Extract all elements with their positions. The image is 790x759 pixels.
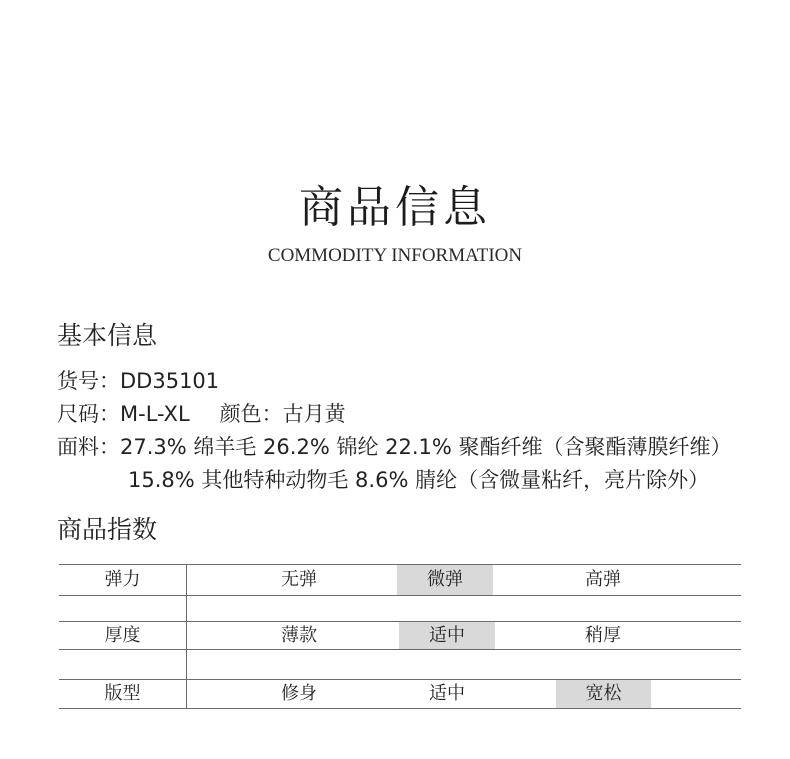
- size-color-line: [57, 399, 346, 429]
- option-thickness-thick: 稍厚: [585, 625, 621, 646]
- option-elasticity-none: 无弹: [281, 569, 317, 590]
- basic-info-heading: 基本信息: [57, 321, 158, 350]
- option-thickness-thin: 薄款: [281, 625, 317, 646]
- item-number-line: [57, 366, 219, 396]
- option-fit-slim: 修身: [281, 683, 317, 704]
- fabric-label: 面料：: [57, 435, 120, 459]
- color-value: 古月黄: [282, 402, 346, 426]
- row-label-thickness: 厚度: [104, 625, 141, 646]
- row-label-fit: 版型: [104, 683, 141, 704]
- product-index-table: [59, 564, 741, 709]
- size-value: M-L-XL: [120, 402, 190, 426]
- fabric-line: [57, 432, 732, 462]
- option-thickness-medium-selected: 适中: [399, 622, 495, 649]
- table-divider: [59, 649, 741, 650]
- option-elasticity-high: 高弹: [585, 569, 621, 590]
- item-number-value: DD35101: [120, 369, 220, 393]
- size-label: 尺码：: [57, 402, 120, 426]
- page-title: 商品信息: [299, 182, 491, 233]
- fabric-value-line1: 27.3% 绵羊毛 26.2% 锦纶 22.1% 聚酯纤维（含聚酯薄膜纤维）: [120, 435, 732, 459]
- row-label-elasticity: 弹力: [104, 569, 141, 590]
- page-subtitle: COMMODITY INFORMATION: [267, 245, 523, 266]
- option-fit-regular: 适中: [429, 683, 465, 704]
- item-number-label: 货号：: [57, 369, 120, 393]
- color-label: 颜色：: [219, 402, 283, 426]
- fabric-value-line2: 15.8% 其他特种动物毛 8.6% 腈纶（含微量粘纤，亮片除外）: [128, 468, 710, 492]
- option-elasticity-slight-selected: 微弹: [397, 565, 493, 595]
- table-divider: [59, 595, 741, 596]
- table-column-divider: [186, 564, 187, 709]
- index-heading: 商品指数: [57, 515, 158, 544]
- option-fit-loose-selected: 宽松: [556, 680, 651, 708]
- table-divider: [59, 708, 741, 709]
